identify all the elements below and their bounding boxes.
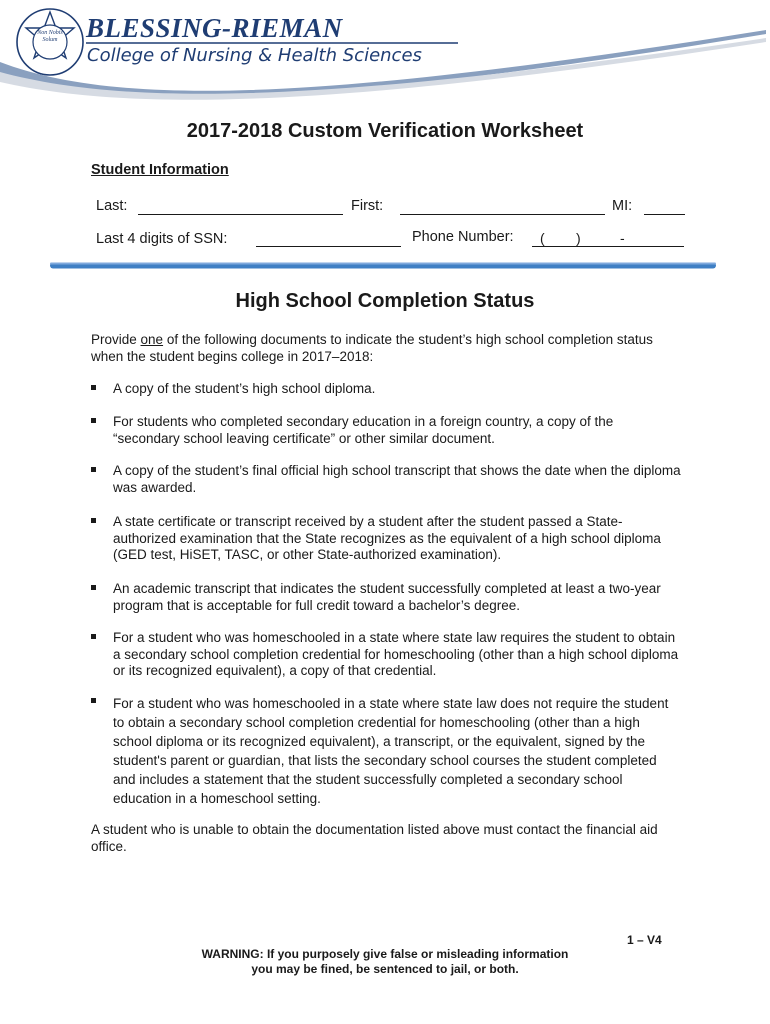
intro-text-end: of the following documents to indicate the student’s high school completion status when the student begins college in 2017–2018:: [91, 332, 653, 364]
bullet-icon: [91, 698, 96, 703]
phone-number-field[interactable]: [532, 246, 684, 247]
version-label: 1 – V4: [627, 933, 662, 947]
middle-initial-label: MI:: [612, 198, 633, 214]
phone-number-label: Phone Number:: [412, 229, 514, 245]
list-item-text: A copy of the student’s final official high school transcript that shows the date when the diploma was awarded.: [113, 463, 681, 495]
student-information-heading: Student Information: [91, 162, 229, 178]
first-name-label: First:: [351, 198, 384, 214]
first-name-field[interactable]: [400, 214, 605, 215]
intro-emphasis: one: [140, 332, 164, 347]
bullet-icon: [91, 518, 96, 523]
list-item-text: For a student who was homeschooled in a state where state law requires the student to obtain a secondary school completion credential for homeschooling (other than a high school diploma or its recognized equivalent), a copy of that credential.: [113, 630, 679, 678]
bullet-icon: [91, 418, 96, 423]
completion-status-heading: High School Completion Status: [235, 290, 535, 312]
phone-area-open: (: [540, 230, 545, 246]
section-divider-bar: [50, 262, 716, 270]
intro-text-start: Provide: [91, 332, 141, 347]
warning-line-2: you may be fined, be sentenced to jail, or both.: [251, 962, 519, 976]
last-name-label: Last:: [96, 198, 128, 214]
letterhead: [0, 0, 770, 110]
bullet-icon: [91, 634, 96, 639]
list-item-text: For a student who was homeschooled in a state where state law does not require the student to obtain a secondary school completion credential for homeschooling (other than a high school diploma or its recognized equivalent), a transcript, or the equivalent, signed by the student's parent or guardian, that lists the secondary school courses the student completed and includes a statement that the student successfully completed a secondary school education in a homeschool setting.: [113, 696, 669, 806]
logo-motto: Non Nobis Solum: [37, 30, 63, 43]
document-title: 2017-2018 Custom Verification Worksheet: [186, 120, 584, 142]
warning-notice: [0, 947, 770, 977]
middle-initial-field[interactable]: [644, 214, 685, 215]
institution-subtitle: College of Nursing & Health Sciences: [87, 45, 422, 66]
phone-area-close: ): [576, 230, 581, 246]
intro-paragraph: [91, 331, 681, 365]
list-item-text: For students who completed secondary education in a foreign country, a copy of the “secondary school leaving certificate” or other similar document.: [113, 414, 614, 446]
bullet-icon: [91, 385, 96, 390]
list-item-text: A state certificate or transcript received by a student after the student passed a State-authorized examination that the State recognizes as the equivalent of a high school diploma (GED test, HiSET, TASC, or other State-authorized examination).: [113, 514, 661, 562]
closing-paragraph: A student who is unable to obtain the documentation listed above must contact the financial aid office.: [91, 822, 658, 854]
list-item-text: A copy of the student’s high school diploma.: [113, 381, 376, 396]
bullet-icon: [91, 467, 96, 472]
phone-dash: -: [620, 230, 625, 246]
bullet-icon: [91, 585, 96, 590]
list-item-text: An academic transcript that indicates the student successfully completed at least a two-year program that is acceptable for full credit toward a bachelor’s degree.: [113, 581, 661, 613]
ssn-field[interactable]: [256, 246, 401, 247]
ssn-label: Last 4 digits of SSN:: [96, 231, 228, 247]
institution-name: BLESSING-RIEMAN: [86, 13, 343, 43]
last-name-field[interactable]: [138, 214, 343, 215]
warning-line-1: WARNING: If you purposely give false or misleading information: [201, 947, 569, 961]
